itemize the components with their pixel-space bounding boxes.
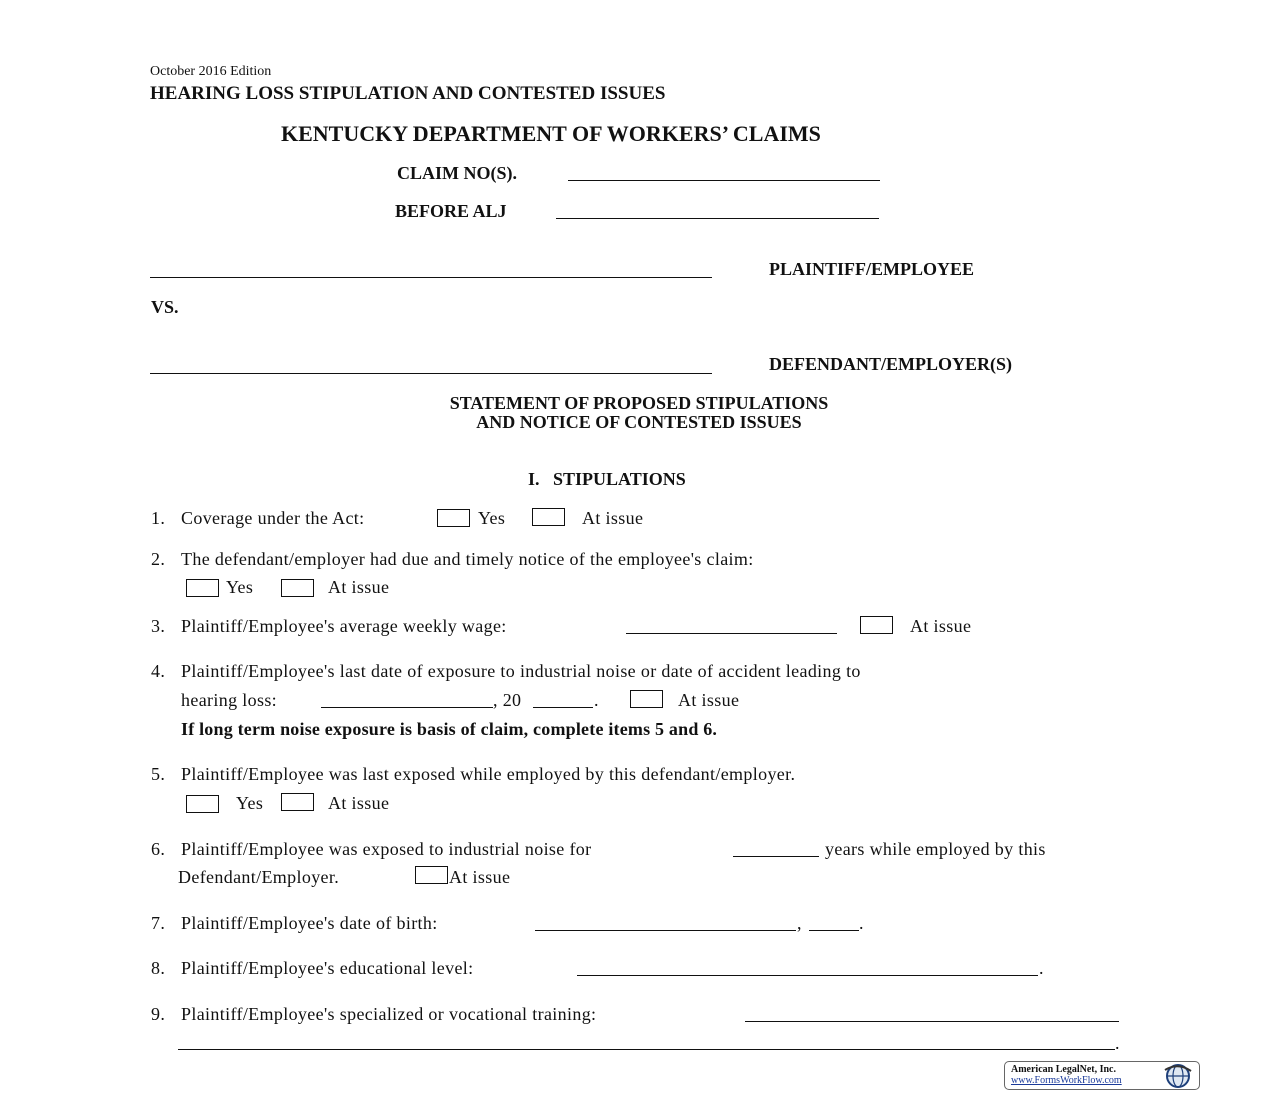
vs-label: VS. <box>151 297 179 317</box>
item-9-number: 9. <box>151 1004 166 1024</box>
training-field-2[interactable] <box>178 1049 1115 1050</box>
american-legalnet-logo[interactable] <box>1004 1061 1200 1090</box>
item-5-number: 5. <box>151 764 166 784</box>
item-9-text: Plaintiff/Employee's specialized or vocational training: <box>181 1004 597 1024</box>
brand-name: American LegalNet, Inc. <box>1011 1064 1116 1075</box>
training-field[interactable] <box>745 1021 1119 1022</box>
exposure-years-field[interactable] <box>733 856 819 857</box>
item-4-text: Plaintiff/Employee's last date of exposure to industrial noise or date of accident leading to <box>181 661 861 681</box>
edition-label: October 2016 Edition <box>150 64 272 79</box>
item-3-issue-checkbox[interactable] <box>860 616 893 634</box>
defendant-name-field[interactable] <box>150 373 712 374</box>
item-5-issue-checkbox[interactable] <box>281 793 314 811</box>
item-6-issue-checkbox[interactable] <box>415 866 448 884</box>
item-4-text-2: hearing loss: <box>181 690 278 710</box>
item-4-number: 4. <box>151 661 166 681</box>
item-7-period: . <box>859 913 864 933</box>
item-7-comma: , <box>797 913 802 933</box>
item-9-period: . <box>1115 1033 1120 1053</box>
item-6-number: 6. <box>151 839 166 859</box>
plaintiff-label: PLAINTIFF/EMPLOYEE <box>769 259 975 279</box>
item-3-number: 3. <box>151 616 166 636</box>
item-8-period: . <box>1039 958 1044 978</box>
item-5-yes-label: Yes <box>236 793 264 813</box>
item-3-text: Plaintiff/Employee's average weekly wage: <box>181 616 507 636</box>
education-field[interactable] <box>577 975 1038 976</box>
defendant-label: DEFENDANT/EMPLOYER(S) <box>769 354 1013 374</box>
plaintiff-name-field[interactable] <box>150 277 712 278</box>
item-8-number: 8. <box>151 958 166 978</box>
item-6-text-b: years while employed by this <box>825 839 1046 859</box>
item-8-text: Plaintiff/Employee's educational level: <box>181 958 474 978</box>
item-1-yes-label: Yes <box>478 508 506 528</box>
claim-label: CLAIM NO(S). <box>397 163 517 183</box>
claim-number-field[interactable] <box>568 180 880 181</box>
item-1-issue-label: At issue <box>582 508 644 528</box>
section-heading: I. STIPULATIONS <box>528 469 686 489</box>
item-7-text: Plaintiff/Employee's date of birth: <box>181 913 438 933</box>
item-1-yes-checkbox[interactable] <box>437 509 470 527</box>
statement-line-2: AND NOTICE OF CONTESTED ISSUES <box>476 412 802 432</box>
birth-year-field[interactable] <box>809 930 859 931</box>
globe-icon <box>1161 1063 1195 1089</box>
department-title: KENTUCKY DEPARTMENT OF WORKERS’ CLAIMS <box>281 121 821 146</box>
form-title: HEARING LOSS STIPULATION AND CONTESTED ISSUES <box>150 83 666 104</box>
alj-field[interactable] <box>556 218 879 219</box>
item-5-yes-checkbox[interactable] <box>186 795 219 813</box>
item-4-issue-label: At issue <box>678 690 740 710</box>
item-7-number: 7. <box>151 913 166 933</box>
item-2-text: The defendant/employer had due and timely notice of the employee's claim: <box>181 549 754 569</box>
item-6-issue-label: At issue <box>449 867 511 887</box>
exposure-year-field[interactable] <box>533 707 593 708</box>
item-4-issue-checkbox[interactable] <box>630 690 663 708</box>
item-1-number: 1. <box>151 508 166 528</box>
weekly-wage-field[interactable] <box>626 633 837 634</box>
item-2-yes-label: Yes <box>226 577 254 597</box>
item-1-text: Coverage under the Act: <box>181 508 365 528</box>
item-2-issue-checkbox[interactable] <box>281 579 314 597</box>
birth-date-field[interactable] <box>535 930 796 931</box>
item-2-number: 2. <box>151 549 166 569</box>
item-6-text-a: Plaintiff/Employee was exposed to industrial noise for <box>181 839 592 859</box>
item-5-text: Plaintiff/Employee was last exposed while employed by this defendant/employer. <box>181 764 796 784</box>
item-6-text-2: Defendant/Employer. <box>178 867 340 887</box>
item-4-year-prefix: , 20 <box>493 690 522 710</box>
item-5-issue-label: At issue <box>328 793 390 813</box>
item-2-issue-label: At issue <box>328 577 390 597</box>
item-4-note: If long term noise exposure is basis of claim, complete items 5 and 6. <box>181 719 718 739</box>
statement-line-1: STATEMENT OF PROPOSED STIPULATIONS <box>449 393 829 413</box>
item-2-yes-checkbox[interactable] <box>186 579 219 597</box>
item-3-issue-label: At issue <box>910 616 972 636</box>
exposure-date-field[interactable] <box>321 707 493 708</box>
alj-label: BEFORE ALJ <box>395 201 507 221</box>
item-1-issue-checkbox[interactable] <box>532 508 565 526</box>
site-link[interactable]: www.FormsWorkFlow.com <box>1011 1075 1122 1086</box>
item-4-period: . <box>594 690 599 710</box>
